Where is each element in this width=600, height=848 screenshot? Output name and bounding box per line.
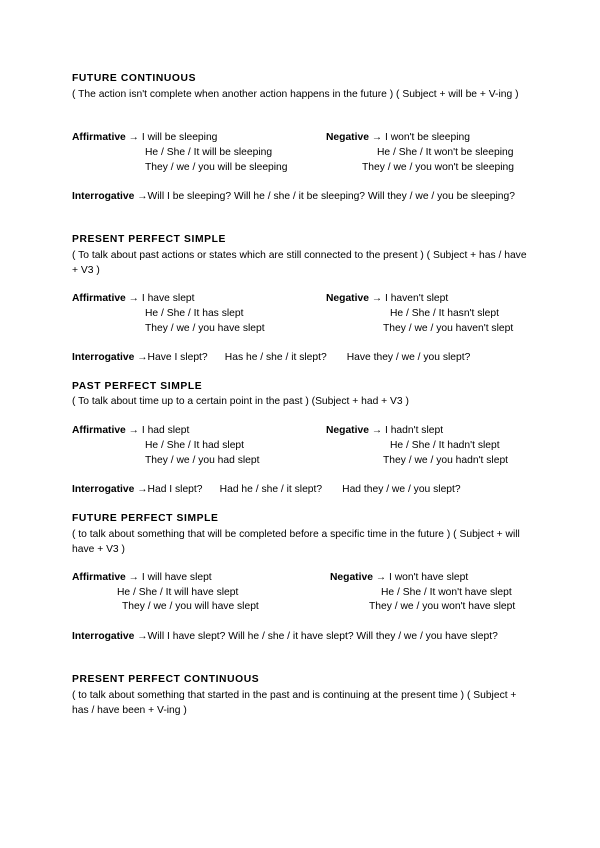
- arrow-icon: →: [375, 572, 387, 583]
- section-title: PAST PERFECT SIMPLE: [72, 381, 203, 392]
- interrogative-label: Interrogative: [72, 191, 135, 202]
- affirmative-label: Affirmative: [72, 425, 126, 436]
- negative-row: [326, 424, 443, 437]
- affirmative-row: [72, 131, 217, 144]
- affirmative-form: I will have slept: [141, 572, 212, 583]
- negative-form: He / She / It hasn't slept: [390, 308, 499, 319]
- arrow-icon: →: [371, 293, 383, 304]
- negative-form: They / we / you hadn't slept: [383, 455, 509, 466]
- arrow-icon: →: [137, 352, 148, 363]
- affirmative-form: They / we / you will have slept: [122, 601, 259, 612]
- interrogative-label: Interrogative: [72, 484, 135, 495]
- interrogative-forms: Will I have slept? Will he / she / it have slept? Will they / we / you have slept?: [147, 631, 498, 642]
- negative-form: I won't be sleeping: [384, 132, 470, 143]
- affirmative-form: I had slept: [141, 425, 190, 436]
- interrogative-forms: Have I slept? Has he / she / it slept? Have they / we / you slept?: [147, 352, 471, 363]
- negative-form: He / She / It won't be sleeping: [377, 147, 514, 158]
- arrow-icon: →: [137, 631, 148, 642]
- negative-form: I haven't slept: [384, 293, 449, 304]
- affirmative-form: He / She / It will be sleeping: [145, 147, 273, 158]
- interrogative-label: Interrogative: [72, 631, 135, 642]
- section-title: PRESENT PERFECT SIMPLE: [72, 234, 226, 245]
- affirmative-form: He / She / It had slept: [145, 440, 245, 451]
- negative-form: They / we / you haven't slept: [383, 323, 514, 334]
- negative-row: [326, 292, 448, 305]
- arrow-icon: →: [137, 484, 148, 495]
- negative-row: [326, 131, 470, 144]
- interrogative-row: [72, 629, 530, 644]
- arrow-icon: →: [371, 132, 383, 143]
- arrow-icon: →: [371, 425, 383, 436]
- interrogative-row: [72, 351, 470, 364]
- affirmative-row: [72, 424, 189, 437]
- affirmative-form: He / She / It has slept: [145, 308, 244, 319]
- affirmative-form: He / She / It will have slept: [117, 587, 239, 598]
- negative-form: I hadn't slept: [384, 425, 444, 436]
- affirmative-row: [72, 292, 195, 305]
- affirmative-form: I have slept: [141, 293, 195, 304]
- negative-label: Negative: [326, 293, 369, 304]
- arrow-icon: →: [137, 191, 148, 202]
- arrow-icon: →: [128, 425, 139, 436]
- negative-label: Negative: [326, 132, 369, 143]
- interrogative-row: [72, 189, 530, 204]
- section-description: ( to talk about something that started in the past and is continuing at the present time ) ( Subject + has / have been + V-ing ): [72, 690, 517, 716]
- section-description: ( To talk about past actions or states which are still connected to the present ) ( Subject + has / have + V3 ): [72, 250, 527, 276]
- interrogative-forms: Had I slept? Had he / she / it slept? Had they / we / you slept?: [147, 484, 461, 495]
- negative-form: He / She / It hadn't slept: [390, 440, 500, 451]
- negative-form: They / we / you won't be sleeping: [362, 162, 514, 173]
- affirmative-form: I will be sleeping: [141, 132, 218, 143]
- affirmative-form: They / we / you have slept: [145, 323, 265, 334]
- affirmative-row: [72, 571, 212, 584]
- section-title: FUTURE PERFECT SIMPLE: [72, 513, 219, 524]
- negative-form: They / we / you won't have slept: [369, 601, 516, 612]
- arrow-icon: →: [128, 132, 139, 143]
- section-description: ( to talk about something that will be completed before a specific time in the future ) ( Subject + will have + V3 ): [72, 529, 520, 555]
- section-title: PRESENT PERFECT CONTINUOUS: [72, 674, 260, 685]
- interrogative-label: Interrogative: [72, 352, 135, 363]
- negative-form: He / She / It won't have slept: [381, 587, 512, 598]
- affirmative-label: Affirmative: [72, 293, 126, 304]
- affirmative-form: They / we / you had slept: [145, 455, 260, 466]
- interrogative-row: [72, 483, 461, 496]
- arrow-icon: →: [128, 572, 139, 583]
- negative-label: Negative: [326, 425, 369, 436]
- section-title: FUTURE CONTINUOUS: [72, 73, 197, 84]
- arrow-icon: →: [128, 293, 139, 304]
- affirmative-label: Affirmative: [72, 132, 126, 143]
- affirmative-form: They / we / you will be sleeping: [145, 162, 288, 173]
- negative-label: Negative: [330, 572, 373, 583]
- affirmative-label: Affirmative: [72, 572, 126, 583]
- section-description: ( To talk about time up to a certain point in the past ) (Subject + had + V3 ): [72, 396, 409, 407]
- negative-form: I won't have slept: [388, 572, 469, 583]
- interrogative-forms: Will I be sleeping? Will he / she / it be sleeping? Will they / we / you be sleeping?: [147, 191, 515, 202]
- negative-row: [330, 571, 468, 584]
- section-description: ( The action isn't complete when another action happens in the future ) ( Subject + will be + V-ing ): [72, 89, 519, 100]
